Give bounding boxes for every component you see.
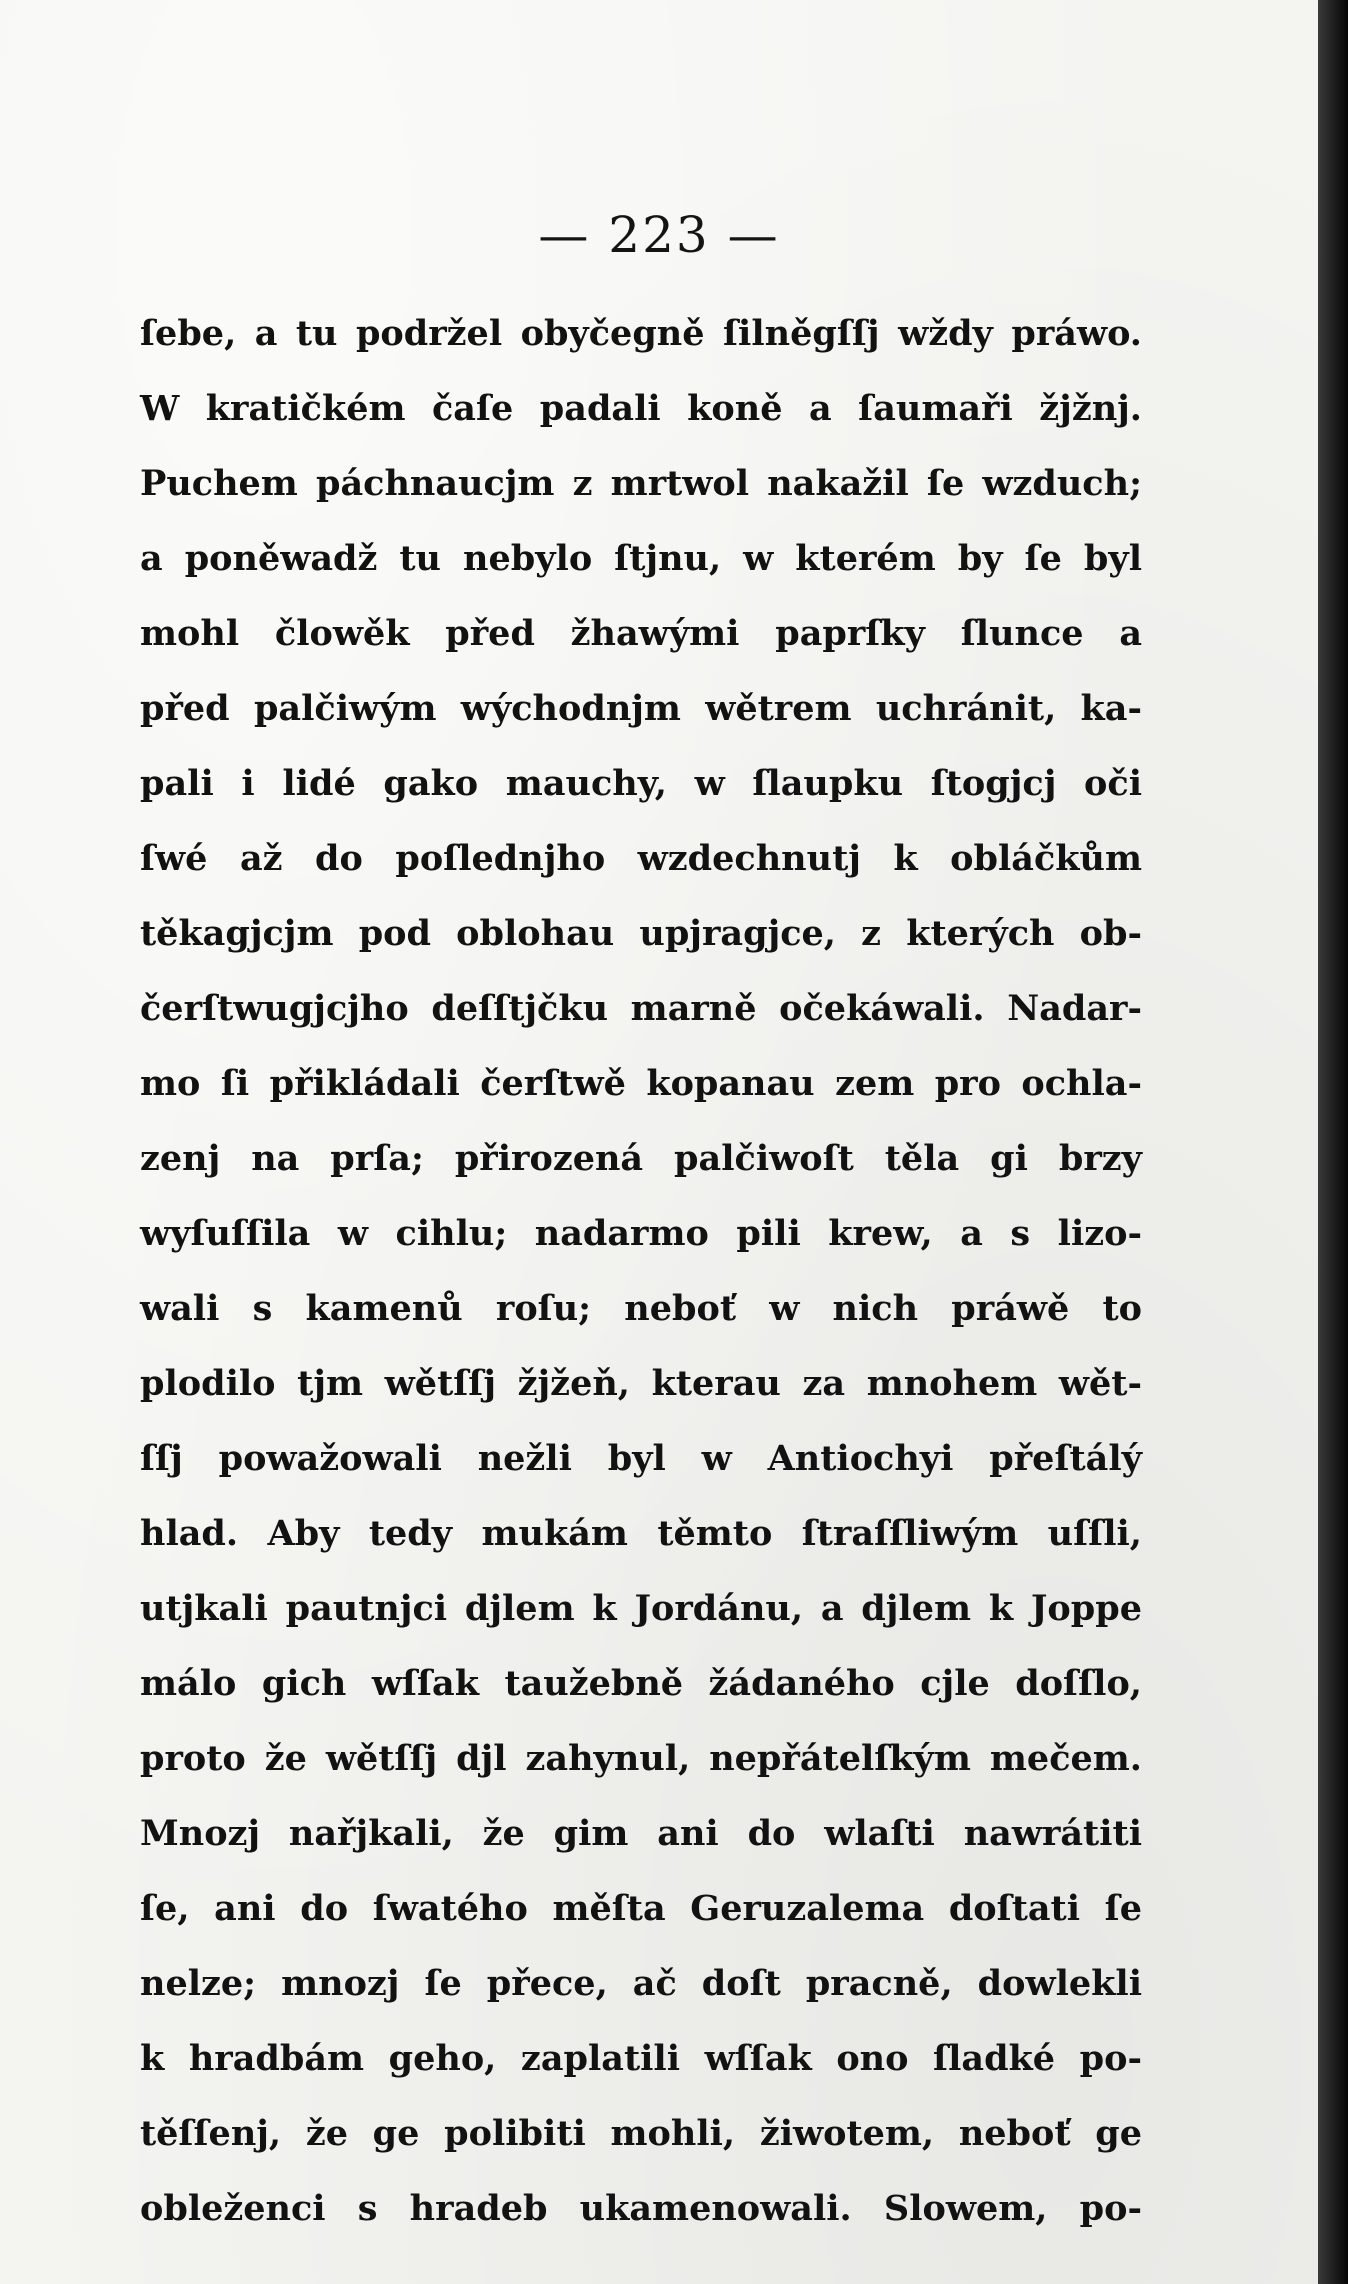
- text-line: utjkali pautnjci djlem k Jordánu, a djlem k Joppe: [140, 1588, 1142, 1629]
- text-line: zenj na prſa; přirozená palčiwoſt těla gi brzy: [140, 1138, 1142, 1179]
- text-line: ſebe, a tu podržel obyčegně ſilněgſſj wždy práwo.: [140, 313, 1142, 354]
- text-line: ſe, ani do ſwatého měſta Geruzalema doſtati ſe: [140, 1888, 1142, 1929]
- text-line: wyſuſſila w cihlu; nadarmo pili krew, a s lizo-: [140, 1213, 1142, 1254]
- text-line: Mnozj nařjkali, že gim ani do wlaſti nawrátiti: [140, 1813, 1142, 1854]
- text-line: k hradbám geho, zaplatili wſſak ono ſladké po-: [140, 2038, 1142, 2079]
- text-line: nelze; mnozj ſe přece, ač doſt pracně, dowlekli: [140, 1963, 1142, 2004]
- text-line: a poněwadž tu nebylo ſtjnu, w kterém by ſe byl: [140, 538, 1142, 579]
- text-line: ſſj powažowali nežli byl w Antiochyi přeſtálý: [140, 1438, 1142, 1479]
- text-line: Puchem páchnaucjm z mrtwol nakažil ſe wzduch;: [140, 463, 1142, 504]
- text-line: těſſenj, že ge polibiti mohli, žiwotem, neboť ge: [140, 2113, 1142, 2154]
- text-line: čerſtwugjcjho deſſtjčku marně očekáwali. Nadar-: [140, 988, 1142, 1029]
- text-line: pali i lidé gako mauchy, w ſlaupku ſtogjcj oči: [140, 763, 1142, 804]
- text-line: mohl člowěk před žhawými paprſky ſlunce a: [140, 613, 1142, 654]
- page-number-header: — 223 —: [538, 206, 780, 264]
- text-line: W kratičkém čaſe padali koně a ſaumaři žjžnj.: [140, 388, 1142, 429]
- text-line: plodilo tjm wětſſj žjžeň, kterau za mnohem wět-: [140, 1363, 1142, 1404]
- text-line: hlad. Aby tedy mukám těmto ſtraſſliwým uſſli,: [140, 1513, 1142, 1554]
- body-text: [140, 296, 1142, 2246]
- text-line: ſwé až do poſlednjho wzdechnutj k obláčkům: [140, 838, 1142, 879]
- text-line: těkagjcjm pod oblohau upjragjce, z kterých ob-: [140, 913, 1142, 954]
- text-line: před palčiwým wýchodnjm wětrem uchránit, ka-: [140, 688, 1142, 729]
- text-line: málo gich wſſak taužebně žádaného cjle doſſlo,: [140, 1663, 1142, 1704]
- text-line: obleženci s hradeb ukamenowali. Slowem, po-: [140, 2188, 1142, 2229]
- scan-edge: [1318, 0, 1348, 2284]
- text-line: mo ſi přikládali čerſtwě kopanau zem pro ochla-: [140, 1063, 1142, 1104]
- text-line: proto že wětſſj djl zahynul, nepřátelſkým mečem.: [140, 1738, 1142, 1779]
- text-line: wali s kamenů roſu; neboť w nich práwě to: [140, 1288, 1142, 1329]
